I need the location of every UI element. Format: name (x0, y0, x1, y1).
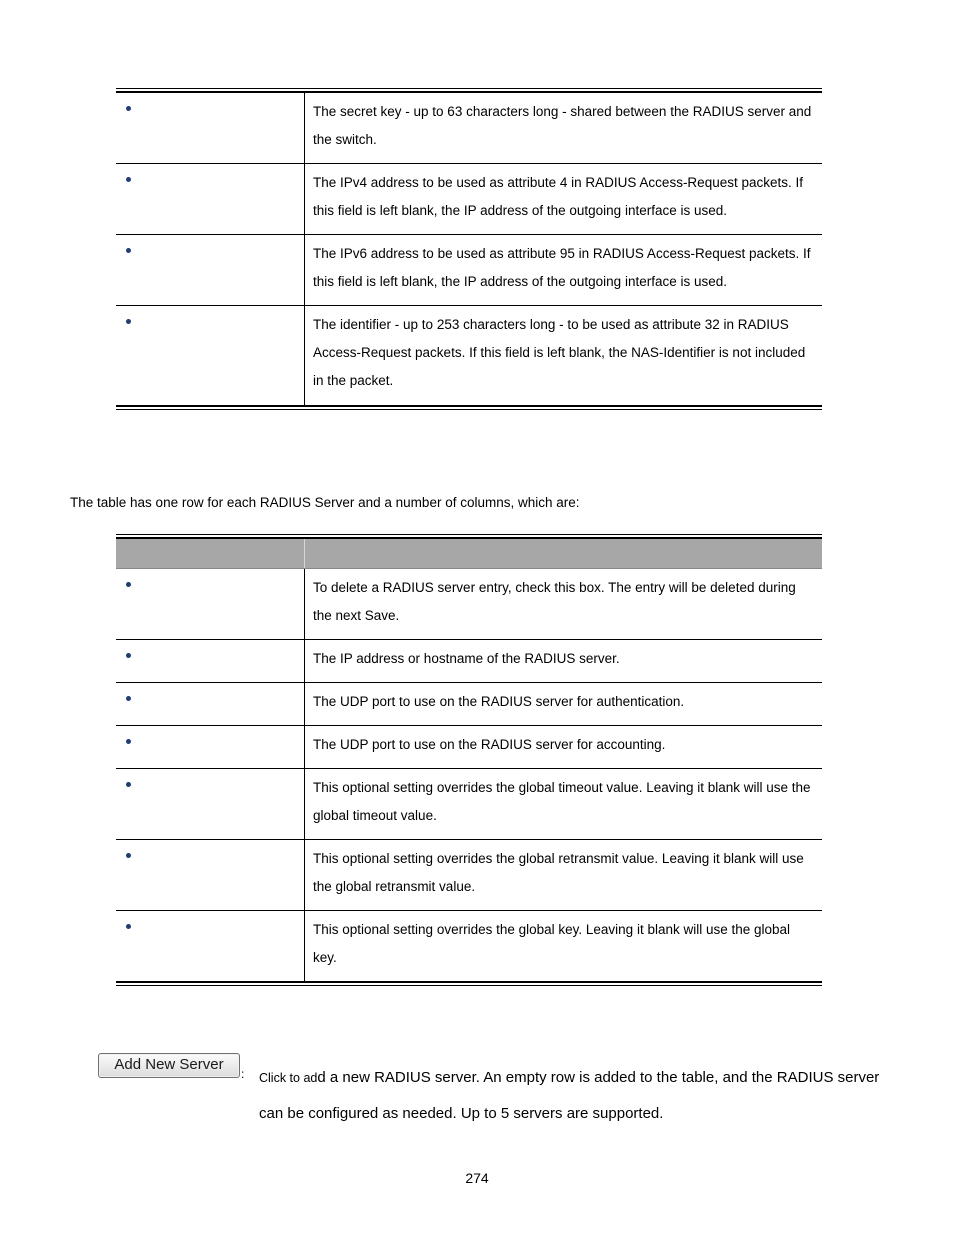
bullet-icon (126, 782, 131, 787)
parameter-cell (116, 306, 305, 405)
bullet-icon (126, 853, 131, 858)
table-row (116, 683, 822, 726)
table-bottom-border (116, 405, 822, 410)
table-bottom-border (116, 981, 822, 986)
description-cell: To delete a RADIUS server entry, check this box. The entry will be deleted during the next Save. (313, 580, 796, 623)
add-server-description (259, 1060, 899, 1131)
parameter-table-1 (116, 88, 822, 410)
description-cell: This optional setting overrides the global key. Leaving it blank will use the global key. (313, 922, 791, 965)
parameter-cell (116, 840, 305, 910)
table-row (116, 235, 822, 306)
table-header (116, 539, 822, 569)
table-row (116, 306, 822, 405)
description-cell: This optional setting overrides the global retransmit value. Leaving it blank will use the global retransmit value. (313, 851, 804, 894)
colon-separator: : (241, 1067, 245, 1081)
parameter-cell (116, 911, 305, 981)
table-row (116, 769, 822, 840)
parameter-cell (116, 640, 305, 682)
table-row (116, 164, 822, 235)
table-row (116, 840, 822, 911)
header-cell-object (116, 539, 305, 568)
desc-prefix: Click to ad (259, 1071, 318, 1085)
bullet-icon (126, 177, 131, 182)
parameter-cell (116, 569, 305, 639)
description-cell: The secret key - up to 63 characters long - shared between the RADIUS server and the switch. (313, 104, 812, 147)
bullet-icon (126, 739, 131, 744)
description-cell: This optional setting overrides the global timeout value. Leaving it blank will use the global timeout value. (313, 780, 811, 823)
add-new-server-button[interactable]: Add New Server (98, 1053, 240, 1078)
page-number: 274 (465, 1170, 489, 1186)
description-cell: The IPv4 address to be used as attribute 4 in RADIUS Access-Request packets. If this field is left blank, the IP address of the outgoing interface is used. (313, 175, 803, 218)
parameter-cell (116, 235, 305, 305)
description-cell: The UDP port to use on the RADIUS server for accounting. (313, 737, 666, 752)
bullet-icon (126, 924, 131, 929)
parameter-cell (116, 726, 305, 768)
table-row (116, 726, 822, 769)
bullet-icon (126, 248, 131, 253)
bullet-icon (126, 653, 131, 658)
bullet-icon (126, 319, 131, 324)
description-cell: The identifier - up to 253 characters long - to be used as attribute 32 in RADIUS Access-Request packets. If this field is left blank, the NAS-Identifier is not included in the packet. (313, 317, 806, 388)
description-cell: The IP address or hostname of the RADIUS server. (313, 651, 620, 666)
parameter-cell (116, 769, 305, 839)
parameter-cell (116, 93, 305, 163)
table-row (116, 640, 822, 683)
description-cell: The IPv6 address to be used as attribute 95 in RADIUS Access-Request packets. If this field is left blank, the IP address of the outgoing interface is used. (313, 246, 811, 289)
bullet-icon (126, 106, 131, 111)
parameter-table-2 (116, 534, 822, 986)
description-cell: The UDP port to use on the RADIUS server for authentication. (313, 694, 685, 709)
table-row (116, 93, 822, 164)
intro-paragraph: The table has one row for each RADIUS Server and a number of columns, which are: (70, 495, 580, 510)
bullet-icon (126, 582, 131, 587)
desc-rest: d a new RADIUS server. An empty row is added to the table, and the RADIUS server can be configured as needed. Up to 5 servers are supported. (259, 1069, 880, 1122)
table-row (116, 911, 822, 981)
bullet-icon (126, 696, 131, 701)
table-row (116, 569, 822, 640)
header-cell-description (305, 539, 822, 568)
parameter-cell (116, 683, 305, 725)
parameter-cell (116, 164, 305, 234)
